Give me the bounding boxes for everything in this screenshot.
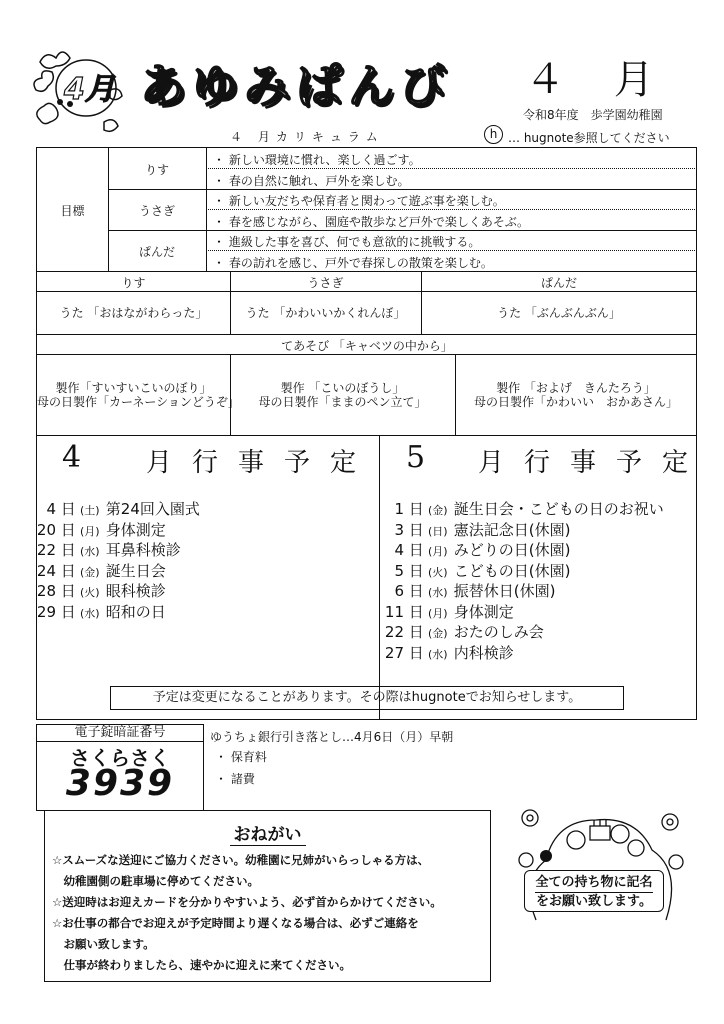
event-weekday: (火) [80, 586, 100, 599]
event-name: 耳鼻科検診 [105, 541, 181, 559]
event-row [20, 539, 181, 560]
event-row [20, 498, 200, 519]
event-weekday: (月) [428, 545, 448, 558]
event-day: 20 [36, 520, 56, 539]
event-name: 内科検診 [453, 643, 514, 662]
may-number: 5 [406, 440, 426, 475]
event-day-unit: 日 [60, 602, 76, 621]
song-usagi: うた 「かわいいかくれんぼ」 [245, 306, 406, 320]
event-name: 誕生日会・こどもの日のお祝い [453, 500, 664, 518]
newsletter-title: あゆみぱんび [140, 59, 452, 113]
event-name: みどりの日(休園) [453, 541, 571, 559]
event-weekday: (金) [428, 504, 448, 517]
curriculum-table [36, 147, 697, 720]
event-day-unit: 日 [60, 541, 76, 559]
event-day: 24 [36, 561, 56, 580]
event-row [368, 580, 556, 601]
event-day: 29 [36, 602, 56, 621]
event-name: 誕生日会 [105, 561, 166, 580]
event-name: こどもの日(休園) [453, 561, 571, 580]
april-heading: 月行事予定 [146, 448, 377, 478]
goal-class-risu: りす [144, 163, 169, 177]
song-panda: うた 「ぶんぶんぶん」 [497, 306, 621, 320]
bank-item-tuition: ・ 保育料 [215, 750, 267, 764]
event-weekday: (水) [428, 586, 448, 599]
goals-label: 目標 [60, 204, 85, 218]
craft-panda-2: 母の日製作「かわいい おかあさん」 [473, 395, 678, 409]
bank-withdrawal: ゆうちょ銀行引き落とし…4月6日（月）早朝 [210, 730, 454, 744]
event-row [368, 560, 571, 581]
goal-class-usagi: うさぎ [138, 204, 175, 218]
craft-panda-1: 製作 「およげ きんたろう」 [496, 381, 656, 395]
event-row [20, 601, 166, 622]
event-day: 3 [394, 520, 404, 539]
event-day: 4 [394, 541, 404, 559]
event-weekday: (金) [428, 627, 448, 640]
event-row [20, 519, 166, 540]
lock-code-number: 3939 [65, 763, 175, 804]
label-all-belongings-note [524, 870, 664, 912]
lock-code-word: さくらさく [70, 746, 170, 770]
event-day-unit: 日 [60, 561, 76, 580]
name-note-line-1: 全ての持ち物に記名 [535, 874, 652, 893]
lock-code-label: 電子錠暗証番号 [36, 724, 204, 742]
event-day-unit: 日 [60, 520, 76, 539]
goal-risu-1: ・ 新しい環境に慣れ、楽しく過ごす。 [213, 153, 421, 167]
april-number: 4 [62, 440, 82, 475]
event-name: 身体測定 [105, 520, 166, 539]
hugnote-h-icon: h [484, 125, 503, 144]
event-weekday: (水) [80, 545, 100, 558]
name-note-line-2: をお願い致します。 [536, 893, 652, 912]
event-day: 22 [384, 623, 404, 641]
event-day-unit: 日 [408, 520, 424, 539]
goal-usagi-1: ・ 新しい友だちや保育者と関わって遊ぶ事を楽しむ。 [213, 194, 505, 208]
event-day: 6 [394, 582, 404, 600]
craft-usagi-1: 製作 「こいのぼうし」 [280, 381, 405, 395]
event-name: 眼科検診 [105, 582, 166, 600]
event-row [368, 519, 571, 540]
event-name: 第24回入園式 [105, 500, 200, 518]
event-name: おたのしみ会 [453, 623, 544, 641]
event-day: 1 [394, 500, 404, 518]
request-line-2: 幼稚園側の駐車場に停めてください。 [52, 874, 259, 888]
event-name: 振替休日(休園) [453, 582, 556, 600]
school-name: 令和8年度 歩学園幼稚園 [523, 108, 663, 122]
event-day-unit: 日 [408, 582, 424, 600]
request-line-5: お願い致します。 [52, 937, 155, 951]
event-day-unit: 日 [60, 582, 76, 600]
hand-play: てあそび 「キャベツの中から」 [281, 339, 453, 353]
event-day-unit: 日 [408, 623, 424, 641]
goal-panda-1: ・ 進級した事を喜び、何でも意欲的に挑戦する。 [213, 235, 481, 249]
event-day-unit: 日 [408, 500, 424, 518]
class-header-risu: りす [121, 276, 146, 290]
goal-risu-2: ・ 春の自然に触れ、戸外を楽しむ。 [213, 174, 410, 188]
song-risu: うた 「おはながわらった」 [59, 306, 208, 320]
goal-class-panda: ぱんだ [138, 245, 175, 259]
event-row [20, 580, 166, 601]
event-weekday: (火) [428, 565, 448, 579]
event-day: 28 [36, 582, 56, 600]
craft-usagi-2: 母の日製作「ままのペン立て」 [258, 395, 427, 409]
event-day: 22 [36, 541, 56, 559]
curriculum-title: ４ 月カリキュラム [230, 130, 384, 144]
event-weekday: (月) [428, 606, 448, 620]
event-day-unit: 日 [60, 500, 76, 518]
request-title: おねがい [44, 820, 491, 845]
event-weekday: (水) [428, 647, 448, 661]
may-heading: 月行事予定 [478, 448, 709, 478]
event-name: 憲法記念日(休園) [453, 520, 571, 539]
event-weekday: (金) [80, 565, 100, 579]
craft-risu-1: 製作「すいすいこいのぼり」 [55, 381, 212, 395]
event-row [20, 560, 166, 581]
event-weekday: (日) [428, 524, 448, 538]
logo-month-text: 4月 [64, 72, 115, 107]
hugnote-reference: … hugnote参照してください [508, 131, 670, 145]
event-name: 昭和の日 [105, 602, 166, 621]
schedule-notice: 予定は変更になることがあります。その際はhugnoteでお知らせします。 [110, 686, 624, 710]
request-line-6: 仕事が終わりましたら、速やかに迎えに来てください。 [52, 958, 351, 972]
event-row [368, 642, 514, 663]
event-day-unit: 日 [408, 602, 424, 621]
request-line-1: ☆スムーズな送迎にご協力ください。幼稚園に兄姉がいらっしゃる方は、 [52, 853, 430, 867]
event-weekday: (月) [80, 524, 100, 538]
month-logo [30, 42, 128, 134]
event-day-unit: 日 [408, 643, 424, 662]
event-row [368, 621, 544, 642]
class-header-panda: ぱんだ [540, 276, 577, 290]
request-line-4: ☆お仕事の都合でお迎えが予定時間より遅くなる場合は、必ずご連絡を [52, 916, 419, 930]
month-title: ４ 月 [525, 57, 672, 103]
class-header-usagi: うさぎ [307, 276, 344, 290]
request-line-3: ☆送迎時はお迎えカードを分かりやすいよう、必ず首からかけてください。 [52, 895, 442, 909]
event-day-unit: 日 [408, 561, 424, 580]
event-day: 4 [46, 500, 56, 518]
event-day: 27 [384, 643, 404, 662]
event-day-unit: 日 [408, 541, 424, 559]
event-row [368, 539, 571, 560]
event-day: 11 [384, 602, 404, 621]
event-weekday: (土) [80, 504, 100, 517]
event-row [368, 601, 514, 622]
goal-usagi-2: ・ 春を感じながら、園庭や散歩など戸外で楽しくあそぶ。 [213, 215, 530, 229]
event-day: 5 [394, 561, 404, 580]
goal-panda-2: ・ 春の訪れを感じ、戸外で春探しの散策を楽しむ。 [213, 256, 493, 270]
event-name: 身体測定 [453, 602, 514, 621]
event-weekday: (水) [80, 606, 100, 620]
craft-risu-2: 母の日製作「カーネーションどうぞ」 [37, 395, 240, 409]
event-row [368, 498, 664, 519]
bank-item-fees: ・ 諸費 [215, 772, 255, 786]
